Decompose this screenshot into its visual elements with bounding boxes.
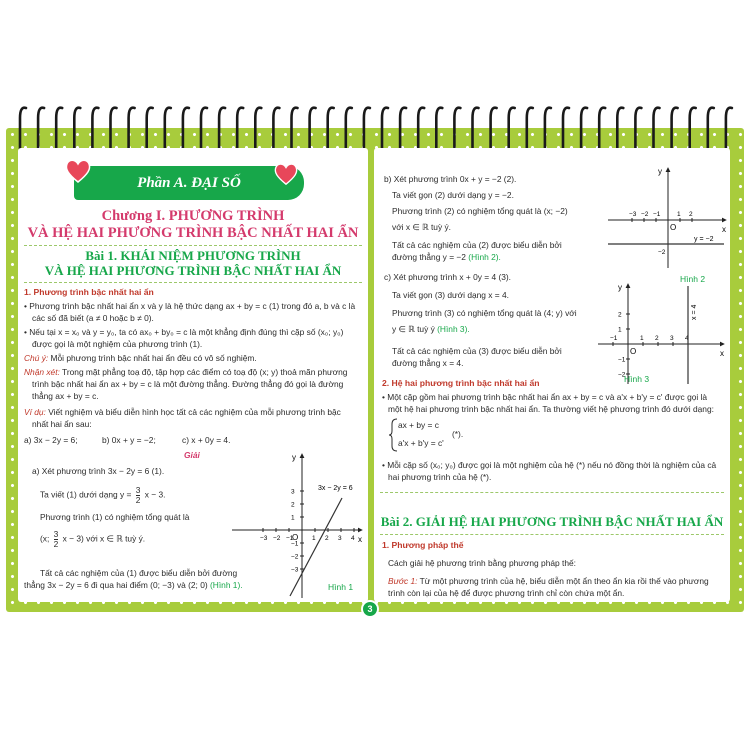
example-line [24,407,341,418]
tick-label: 4 [685,335,689,342]
paragraph-line: Phương trình (3) có nghiệm tổng quát là (4; y) với [392,308,577,318]
tick-label: 2 [655,335,659,342]
paragraph-line: Tất cả các nghiệm của (2) được biểu diễn bởi [392,240,562,250]
note-line [24,353,257,364]
paragraph-line [40,486,165,505]
figure-3-graph [594,280,728,388]
figure-reference: (Hình 1). [210,580,243,590]
tick-label: 3 [338,535,342,542]
line-label: 3x − 2y = 6 [318,485,353,492]
x-axis-label: x [720,349,724,358]
paragraph-line: a) Xét phương trình 3x − 2y = 6 (1). [32,466,165,476]
divider [24,282,362,283]
fraction [136,486,141,505]
figure-reference: (Hình 3). [437,324,470,334]
chapter-title [18,208,368,242]
x-axis-label: x [358,535,362,544]
paragraph-line: Tất cả các nghiệm của (1) được biểu diễn bởi đường [40,568,238,578]
note-text: Mỗi phương trình bậc nhất hai ẩn đều có vô số nghiệm. [48,353,257,363]
figure-caption: Hình 3 [624,374,650,384]
paragraph-text: đường thẳng y = −2 [392,252,466,262]
lesson-2-title: Bài 2. GIẢI HỆ HAI PHƯƠNG TRÌNH BẬC NHẤT HAI ẨN [380,514,724,529]
origin-label: O [670,223,677,232]
heart-icon [64,158,92,184]
part-title: Phần A. ĐẠI SỐ [137,174,241,191]
paragraph-line: đường thẳng x = 4. [392,358,464,368]
tick-label: 2 [291,501,295,509]
paragraph-line: b) Xét phương trình 0x + y = −2 (2). [384,174,517,184]
tick-label: −2 [618,371,626,379]
paragraph-line [40,530,145,549]
divider [24,245,362,246]
paragraph-text: thẳng 3x − 2y = 6 đi qua hai điểm (0; −3) và (2; 0) [24,580,208,590]
tick-label: −2 [658,249,666,256]
equation-a: a) 3x − 2y = 6; [24,435,78,445]
example-text: Viết nghiệm và biểu diễn hình học tất cả các nghiệm của mỗi phương trình bậc [45,407,341,417]
paragraph-line: • Một cặp gồm hai phương trình bậc nhất hai ẩn ax + by = c và a'x + b'y = c' được gọi là [382,392,708,402]
solution-label: Giải [184,450,200,460]
remark-label: Nhận xét: [24,367,60,377]
formula-text: (x; [40,533,50,544]
tick-label: 2 [618,311,622,319]
paragraph-line: c) Xét phương trình x + 0y = 4 (3). [384,272,512,282]
tick-label: −2 [641,211,649,218]
section-heading: 2. Hệ hai phương trình bậc nhất hai ẩn [382,378,540,388]
paragraph-line [392,324,470,335]
tick-label: −1 [653,211,661,218]
line-label: y = −2 [694,236,714,243]
lesson-title-line2: VÀ HỆ HAI PHƯƠNG TRÌNH BẬC NHẤT HAI ẨN [44,263,342,278]
formula-text: Ta viết (1) dưới dạng y = [40,489,132,500]
paragraph-line: hai phương trình của hệ (*). [388,472,492,482]
paragraph-line: Ta viết gọn (3) dưới dạng x = 4. [392,290,510,300]
chapter-title-line2: VÀ HỆ HAI PHƯƠNG TRÌNH BẬC NHẤT HAI ẨN [27,225,359,241]
paragraph-line: nhất hai ẩn sau: [32,419,92,429]
tick-label: 1 [618,326,622,334]
y-axis-label: y [658,167,662,176]
fraction-denominator: 2 [135,495,141,505]
line-label: x = 4 [691,304,698,320]
paragraph-line: • Nếu tại x = x₀ và y = y₀, ta có ax₀ + by₀ = c là một khẳng định đúng thì cặp số (x₀; y₀) [24,327,344,337]
fraction-numerator: 3 [135,485,141,495]
right-page [374,148,730,602]
section-heading: 1. Phương pháp thế [382,540,464,550]
step-label: Bước 1: [388,576,418,586]
tick-label: 3 [291,488,295,496]
tick-label: −3 [629,211,637,218]
tick-label: 1 [640,335,644,342]
paragraph-line: các số đã biết (a ≠ 0 hoặc b ≠ 0). [32,313,154,323]
paragraph-line: một hệ hai phương trình bậc nhất hai ẩn. Ta thường viết hệ phương trình đó dưới dạng: [388,404,714,414]
tick-label: 2 [689,211,693,218]
formula-text: x − 3) với x ∈ ℝ tuỳ ý. [62,533,146,544]
x-axis-label: x [722,225,726,234]
paragraph-line: • Mỗi cặp số (x₀; y₀) được gọi là một nghiệm của hệ (*) nếu nó đồng thời là nghiệm của cả [382,460,717,470]
system-label: (*). [452,429,464,439]
tick-label: 4 [351,535,355,542]
paragraph-line: Tất cả các nghiệm của (3) được biểu diễn bởi [392,346,562,356]
fraction-numerator: 3 [53,529,59,539]
figure-caption: Hình 2 [680,274,706,284]
paragraph-line: Cách giải hệ phương trình bằng phương pháp thế: [388,558,576,568]
lesson-title [18,248,368,278]
system-equation-2: a'x + b'y = c' [398,438,444,448]
part-banner [74,166,304,200]
paragraph-line [392,252,501,263]
chapter-title-line1: Chương I. PHƯƠNG TRÌNH [101,208,285,224]
lesson-title-line1: Bài 1. KHÁI NIỆM PHƯƠNG TRÌNH [85,248,301,263]
paragraph-text: y ∈ ℝ tuỳ ý [392,324,435,334]
equation-b: b) 0x + y = −2; [102,435,156,445]
paragraph-line: Ta viết gọn (2) dưới dạng y = −2. [392,190,514,200]
tick-label: 3 [670,335,674,342]
tick-label: −2 [273,535,281,542]
divider [380,534,724,535]
figure-caption: Hình 1 [328,582,354,592]
tick-label: −2 [291,553,299,561]
heart-icon [273,162,299,186]
step-line [388,576,709,587]
paragraph-line [24,580,243,591]
section-heading: 1. Phương trình bậc nhất hai ẩn [24,287,154,297]
tick-label: 1 [291,514,295,522]
paragraph-line: thẳng ax + by = c. [32,391,99,401]
tick-label: −1 [618,356,626,364]
fraction [54,530,59,549]
y-axis-label: y [292,453,296,462]
tick-label: −1 [610,335,618,342]
figure-2-graph [602,162,730,288]
formula-text: x − 3. [144,489,166,500]
figure-1-graph [224,450,368,602]
paragraph-line: trình bậc nhất hai ẩn ax + by = c là một đường thẳng. Đường thẳng đó gọi là đường [32,379,344,389]
step-text: Từ một phương trình của hệ, biểu diễn một ẩn theo ẩn kia rồi thế vào phương [417,576,709,586]
tick-label: 1 [312,535,316,542]
tick-label: −1 [286,535,294,542]
tick-label: −1 [291,540,299,548]
tick-label: 1 [677,211,681,218]
system-equation-1: ax + by = c [398,420,439,430]
tick-label: 2 [325,535,329,542]
fraction-denominator: 2 [53,539,59,549]
tick-label: −3 [291,566,299,574]
remark-text: Trong mặt phẳng toạ độ, tập hợp các điểm có toạ độ (x; y) thoả mãn phương [59,367,348,377]
y-axis-label: y [618,283,622,292]
example-label: Ví dụ: [24,407,46,417]
paragraph-line: Phương trình (2) có nghiệm tổng quát là (x; −2) [392,206,568,216]
remark-line [24,367,347,378]
divider [380,492,724,493]
system-brace [388,418,398,452]
page-number: 3 [361,600,379,618]
paragraph-line: trình còn lại của hệ để được phương trình chỉ còn chứa một ẩn. [388,588,625,598]
paragraph-line: • Phương trình bậc nhất hai ẩn x và y là hệ thức dạng ax + by = c (1) trong đó a, b và c là [24,301,356,311]
equation-c: c) x + 0y = 4. [182,435,231,445]
left-page [18,148,368,602]
origin-label: O [630,347,637,356]
tick-label: −3 [260,535,268,542]
paragraph-line: Phương trình (1) có nghiệm tổng quát là [40,512,190,522]
figure-reference: (Hình 2). [468,252,501,262]
origin-label: O [292,533,299,542]
paragraph-line: được gọi là một nghiệm của phương trình (1). [32,339,203,349]
paragraph-line: với x ∈ ℝ tuỳ ý. [392,222,451,232]
note-label: Chú ý: [24,353,49,363]
